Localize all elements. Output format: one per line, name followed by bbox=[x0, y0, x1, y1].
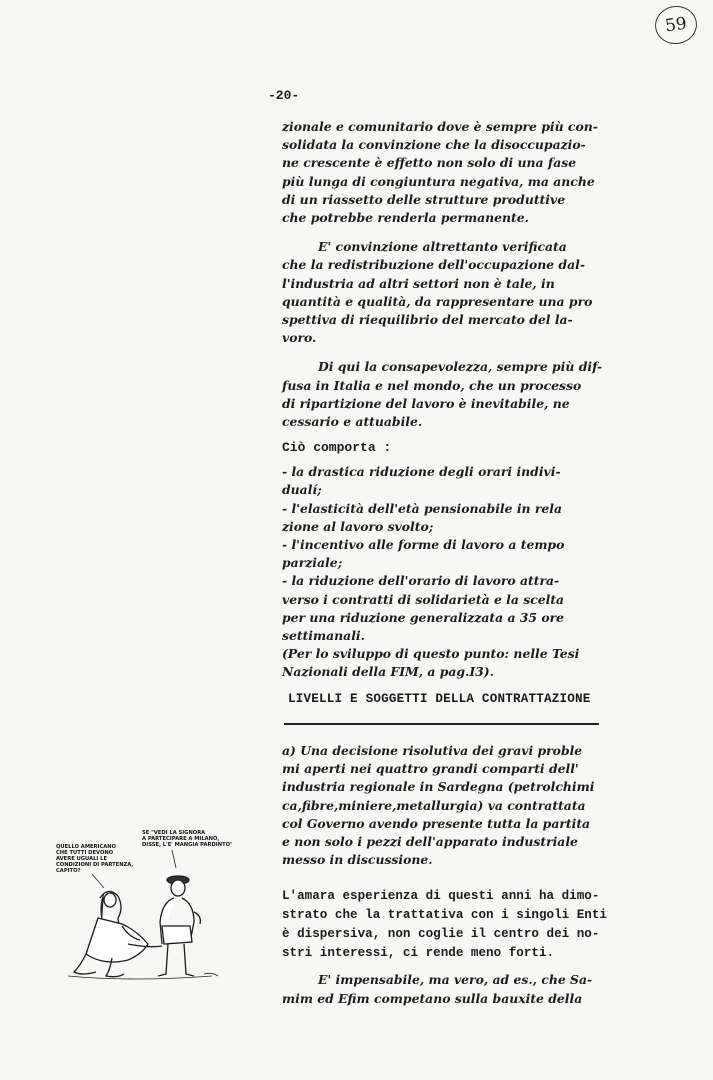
text-line: zionale e comunitario dove è sempre più con- bbox=[282, 119, 598, 134]
text-line: voro. bbox=[282, 330, 317, 346]
list-line: (Per lo sviluppo di questo punto: nelle Tesi bbox=[282, 646, 580, 662]
text-line: a) Una decisione risolutiva dei gravi proble bbox=[282, 743, 583, 758]
paragraph-3 bbox=[282, 358, 607, 431]
text-line: industria regionale in Sardegna (petrolchimi bbox=[282, 779, 595, 795]
text-line: E' impensabile, ma vero, ad es., che Sa- bbox=[318, 972, 593, 988]
text-line: mi aperti nei quattro grandi comparti dell' bbox=[282, 761, 579, 777]
text-line: cessario e attuabile. bbox=[282, 414, 423, 430]
text-line: che potrebbe renderla permanente. bbox=[282, 210, 529, 226]
cartoon-left-caption-line: CHE TUTTI DEVONO bbox=[56, 850, 114, 856]
paragraph-2 bbox=[282, 238, 607, 347]
text-line: che la redistribuzione dell'occupazione dal- bbox=[282, 257, 585, 273]
text-line: stri interessi, ci rende meno forti. bbox=[282, 946, 555, 961]
list-line: settimanali. bbox=[282, 628, 365, 644]
text-line: messo in discussione. bbox=[282, 852, 433, 868]
paragraph-b bbox=[282, 887, 607, 963]
list-line: Nazionali della FIM, a pag.I3). bbox=[282, 664, 494, 680]
list-line: zione al lavoro svolto; bbox=[282, 518, 434, 534]
list-line: - l'incentivo alle forme di lavoro a tempo bbox=[282, 537, 565, 553]
cartoon-right-caption-line: A PARTECIPARE A MILANO, bbox=[142, 836, 220, 842]
text-line: Di qui la consapevolezza, sempre più dif- bbox=[318, 359, 603, 375]
handwritten-page-number: 59 bbox=[653, 3, 700, 46]
text-line: solidata la convinzione che la disoccupazio- bbox=[282, 137, 586, 153]
woman-figure bbox=[74, 891, 162, 976]
paragraph-a bbox=[282, 742, 607, 869]
cartoon-right-caption-line: SE "VEDI LA SIGNORA bbox=[142, 830, 206, 836]
text-line: ca,fibre,miniere,metallurgia) va contrattata bbox=[282, 797, 586, 813]
list-block bbox=[282, 463, 607, 681]
page-counter: -20- bbox=[268, 88, 300, 103]
cartoon-drawing bbox=[52, 826, 232, 986]
text-line: quantità e qualità, da rappresentare una pro bbox=[282, 293, 593, 309]
list-line: verso i contratti di solidarietà e la scelta bbox=[282, 591, 565, 607]
section-divider bbox=[284, 723, 599, 725]
list-line: dualí; bbox=[282, 482, 322, 498]
text-line: è dispersiva, non coglie il centro dei no- bbox=[282, 927, 600, 942]
list-heading: Ciò comporta : bbox=[282, 440, 392, 456]
lower-text-column bbox=[282, 742, 607, 1008]
upper-text-column bbox=[282, 118, 607, 682]
text-line: spettiva di riequilibrio del mercato del la- bbox=[282, 312, 573, 328]
section-title: LIVELLI E SOGGETTI DELLA CONTRATTAZIONE bbox=[288, 692, 591, 706]
text-line: strato che la trattativa con i singoli Enti bbox=[282, 908, 607, 923]
list-line: - la riduzione dell'orario di lavoro attra- bbox=[282, 573, 560, 589]
cartoon-right-caption-line: DISSE, L'E' MANGIA PARDINTO" bbox=[142, 842, 232, 848]
cartoon-left-caption-line: AVERE UGUALI LE bbox=[56, 856, 107, 862]
text-line: più lunga di congiuntura negativa, ma anche bbox=[282, 173, 595, 189]
cartoon-illustration bbox=[52, 826, 232, 986]
text-line: di ripartizione del lavoro è inevitabile, ne bbox=[282, 395, 570, 411]
paragraph-1 bbox=[282, 118, 607, 227]
paragraph-c bbox=[282, 971, 607, 1007]
list-line: per una riduzione generalizzata a 35 ore bbox=[282, 609, 565, 625]
cartoon-left-caption-line: CAPITO? bbox=[56, 868, 81, 874]
text-line: col Governo avendo presente tutta la partita bbox=[282, 815, 591, 831]
text-line: L'amara esperienza di questi anni ha dimo- bbox=[282, 889, 600, 904]
text-line: di un riassetto delle strutture produttive bbox=[282, 191, 566, 207]
man-figure bbox=[158, 876, 200, 976]
cartoon-left-caption-line: QUELLO AMERICANO bbox=[56, 844, 117, 850]
list-line: - l'elasticità dell'età pensionabile in rela bbox=[282, 500, 562, 516]
list-line: - la drastica riduzione degli orari indivi- bbox=[282, 464, 561, 480]
text-line: l'industria ad altri settori non è tale, in bbox=[282, 275, 555, 291]
text-line: fusa in Italia e nel mondo, che un processo bbox=[282, 377, 582, 393]
text-line: ne crescente è effetto non solo di una fase bbox=[282, 155, 577, 171]
text-line: e non solo i pezzi dell'apparato industriale bbox=[282, 834, 578, 850]
list-line: parziale; bbox=[282, 555, 343, 571]
cartoon-left-caption-line: CONDIZIONI DI PARTENZA, bbox=[56, 862, 134, 868]
text-line: mim ed Efim competano sulla bauxite della bbox=[282, 990, 583, 1006]
text-line: E' convinzione altrettanto verificata bbox=[318, 239, 567, 255]
